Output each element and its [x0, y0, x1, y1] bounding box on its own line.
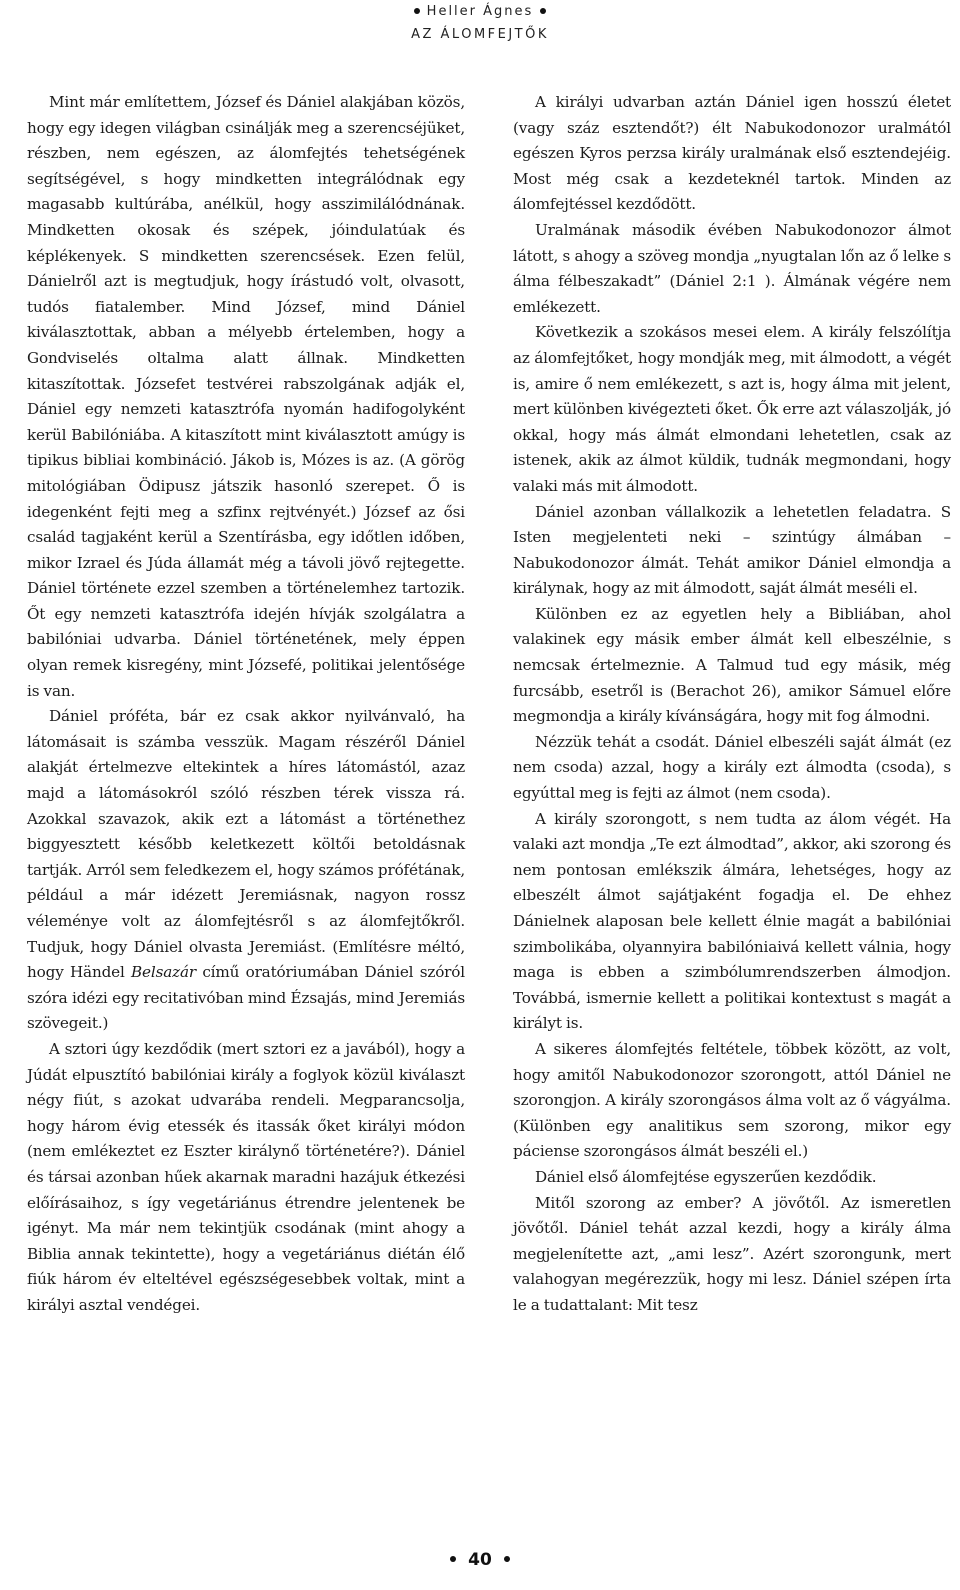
- header-book-title: AZ ÁLOMFEJTŐK: [411, 27, 549, 42]
- right-column: [513, 90, 951, 1319]
- paragraph: A sikeres álomfejtés feltétele, többek között, az volt, hogy amitől Nabukodonozor szorongott, attól Dániel ne szorongjon. A király szorongásos álma volt az ő vágyálma. (Különben egy analitikus sem szorong, mikor egy páciense szorongásos álmát beszéli el.): [513, 1039, 951, 1161]
- bullet-icon: [504, 1556, 510, 1562]
- left-column: [27, 90, 465, 1319]
- header-author: Heller Ágnes: [426, 4, 534, 19]
- paragraph: Dániel próféta, bár ez csak akkor nyilvánvaló, ha látomásait is számba vesszük. Magam részéről Dániel alakját értelmezve eltekintek a híres látomástól, azaz majd a látomásokról szóló részben térek vissza rá. Azokkal szavazok, akik ezt a látomást a történethez biggyesztett később keletkezett költői betoldásnak tartják. Arról sem feledkezem el, hogy számos prófétának, például a már idézett Jeremiásnak, nagyon rossz véleménye volt az álomfejtésről s az álomfejtőkről. Tudjuk, hogy Dániel olvasta Jeremiást. (Említésre méltó, hogy Händel Belsazár című oratóriumában Dániel szóról szóra idézi egy recitativóban mind Ézsajás, mind Jeremiás szövegeit.): [27, 707, 465, 1033]
- paragraph: A királyi udvarban aztán Dániel igen hosszú életet (vagy száz esztendőt?) élt Nabukodonozor uralmától egészen Kyros perzsa király uralmának első esztendejéig. Most még csak a kezdeteknél tartok. Minden az álomfejtéssel kezdődött.: [513, 93, 951, 214]
- paragraph: Uralmának második évében Nabukodonozor álmot látott, s ahogy a szöveg mondja „nyugtalan lőn az ő lelke s álma félbeszakadt” (Dániel 2:1 ). Álmának végére nem emlékezett.: [513, 220, 951, 316]
- paragraph: Nézzük tehát a csodát. Dániel elbeszéli saját álmát (ez nem csoda) azzal, hogy a király ezt álmodta (csoda), s egyúttal meg is fejti az álmot (nem csoda).: [513, 732, 951, 803]
- paragraph: Különben ez az egyetlen hely a Bibliában, ahol valakinek egy másik ember álmát kell elbeszélnie, s nemcsak értelmeznie. A Talmud tud egy másik, még furcsább, esetről is (Berachot 26), amikor Sámuel előre megmondja a király kívánságára, hogy mit fog álmodni.: [513, 604, 951, 726]
- italic-title: Belsazár: [131, 963, 196, 982]
- paragraph: Mitől szorong az ember? A jövőtől. Az ismeretlen jövőtől. Dániel tehát azzal kezdi, hogy a király álma megjelenítette azt, „ami lesz”. Azért szorongunk, mert valahogyan megérezzük, hogy mi lesz. Dániel szépen írta le a tudattalant: Mit tesz: [513, 1193, 951, 1314]
- paragraph: A király szorongott, s nem tudta az álom végét. Ha valaki azt mondja „Te ezt álmodtad”, akkor, aki szorong és nem pontosan emlékszik álmára, lehetséges, hogy az elbeszélt álmot sajátjaként fogadja el. De ehhez Dánielnek alaposan bele kellett élnie magát a babilóniai szimbolikába, olyannyira babilóniaivá kellett válnia, hogy maga is ebben a szimbólumrendszerben álmodjon. Továbbá, ismernie kellett a politikai kontextust s magát a királyt is.: [513, 809, 951, 1033]
- header-author-line: [0, 4, 960, 20]
- page-number: 40: [468, 1550, 492, 1570]
- paragraph: Következik a szokásos mesei elem. A király felszólítja az álomfejtőket, hogy mondják meg, mit álmodott, a végét is, amire ő nem emlékezett, s azt is, hogy álma mit jelent, mert különben kivégezteti őket. Ők erre azt válaszolják, jó okkal, hogy más álmát elmondani lehetetlen, csak az istenek, akik az álmot küldik, tudnák megmondani, hogy valaki más mit álmodott.: [513, 323, 951, 495]
- bullet-icon: [540, 8, 546, 14]
- bullet-icon: [450, 1556, 456, 1562]
- paragraph: Dániel első álomfejtése egyszerűen kezdődik.: [535, 1167, 877, 1186]
- paragraph: Mint már említettem, József és Dániel alakjában közös, hogy egy idegen világban csinálják meg a szerencséjüket, részben, nem egészen, az álomfejtés tehetségének segítségével, s hogy mindketten integrálódnak egy magasabb kultúrába, anélkül, hogy asszimilálódnának. Mindketten okosak és szépek, jóindulatúak és képlékenyek. S mindketten szerencsések. Ezen felül, Dánielről azt is megtudjuk, hogy írástudó volt, olvasott, tudós fiatalember. Mind József, mind Dániel kiválasztottak, abban a mélyebb értelemben, hogy a Gondviselés oltalma alatt állnak. Mindketten kitaszítottak. Józsefet testvérei rabszolgának adják el, Dániel egy nemzeti katasztrófa nyomán hadifogolyként kerül Babilóniába. A kitaszított mint kiválasztott amúgy is tipikus bibliai kombináció. Jákob is, Mózes is az. (A görög mitológiában Ödipusz játszik hasonló szerepet. Ő is idegenként fejti meg a szfinx rejtvényét.) József az ősi család tagjaként kerül a Szentírásba, egy időtlen időben, mikor Izrael és Júda államát még a távoli jövő rejtegette. Dániel története ezzel szemben a történelemhez tartozik. Őt egy nemzeti katasztrófa idején hívják szolgálatra a babilóniai udvarba. Dániel történetének, mely éppen olyan remek kisregény, mint Józsefé, politikai jelentősége is van.: [27, 93, 465, 700]
- bullet-icon: [414, 8, 420, 14]
- page-footer: [0, 1549, 960, 1571]
- paragraph: A sztori úgy kezdődik (mert sztori ez a javából), hogy a Júdát elpusztító babilóniai király a foglyok közül kiválaszt négy fiút, s azokat udvarába rendeli. Megparancsolja, hogy három évig etessék és itassák őket királyi módon (nem emlékeztet ez Eszter királynő történetére?). Dániel és társai azonban hűek akarnak maradni hazájuk étkezési előírásaihoz, s így vegetáriánus étrendre jelentenek be igényt. Ma már nem tekintjük csodának (mint ahogy a Biblia annak tekintette), hogy a vegetáriánus diétán élő fiúk három év elteltével egészségesebbek voltak, mint a királyi asztal vendégei.: [27, 1039, 465, 1314]
- paragraph: Dániel azonban vállalkozik a lehetetlen feladatra. S Isten megjelenteti neki – szintúgy álmában – Nabukodonozor álmát. Tehát amikor Dániel elmondja a királynak, hogy az mit álmodott, saját álmát meséli el.: [513, 502, 951, 598]
